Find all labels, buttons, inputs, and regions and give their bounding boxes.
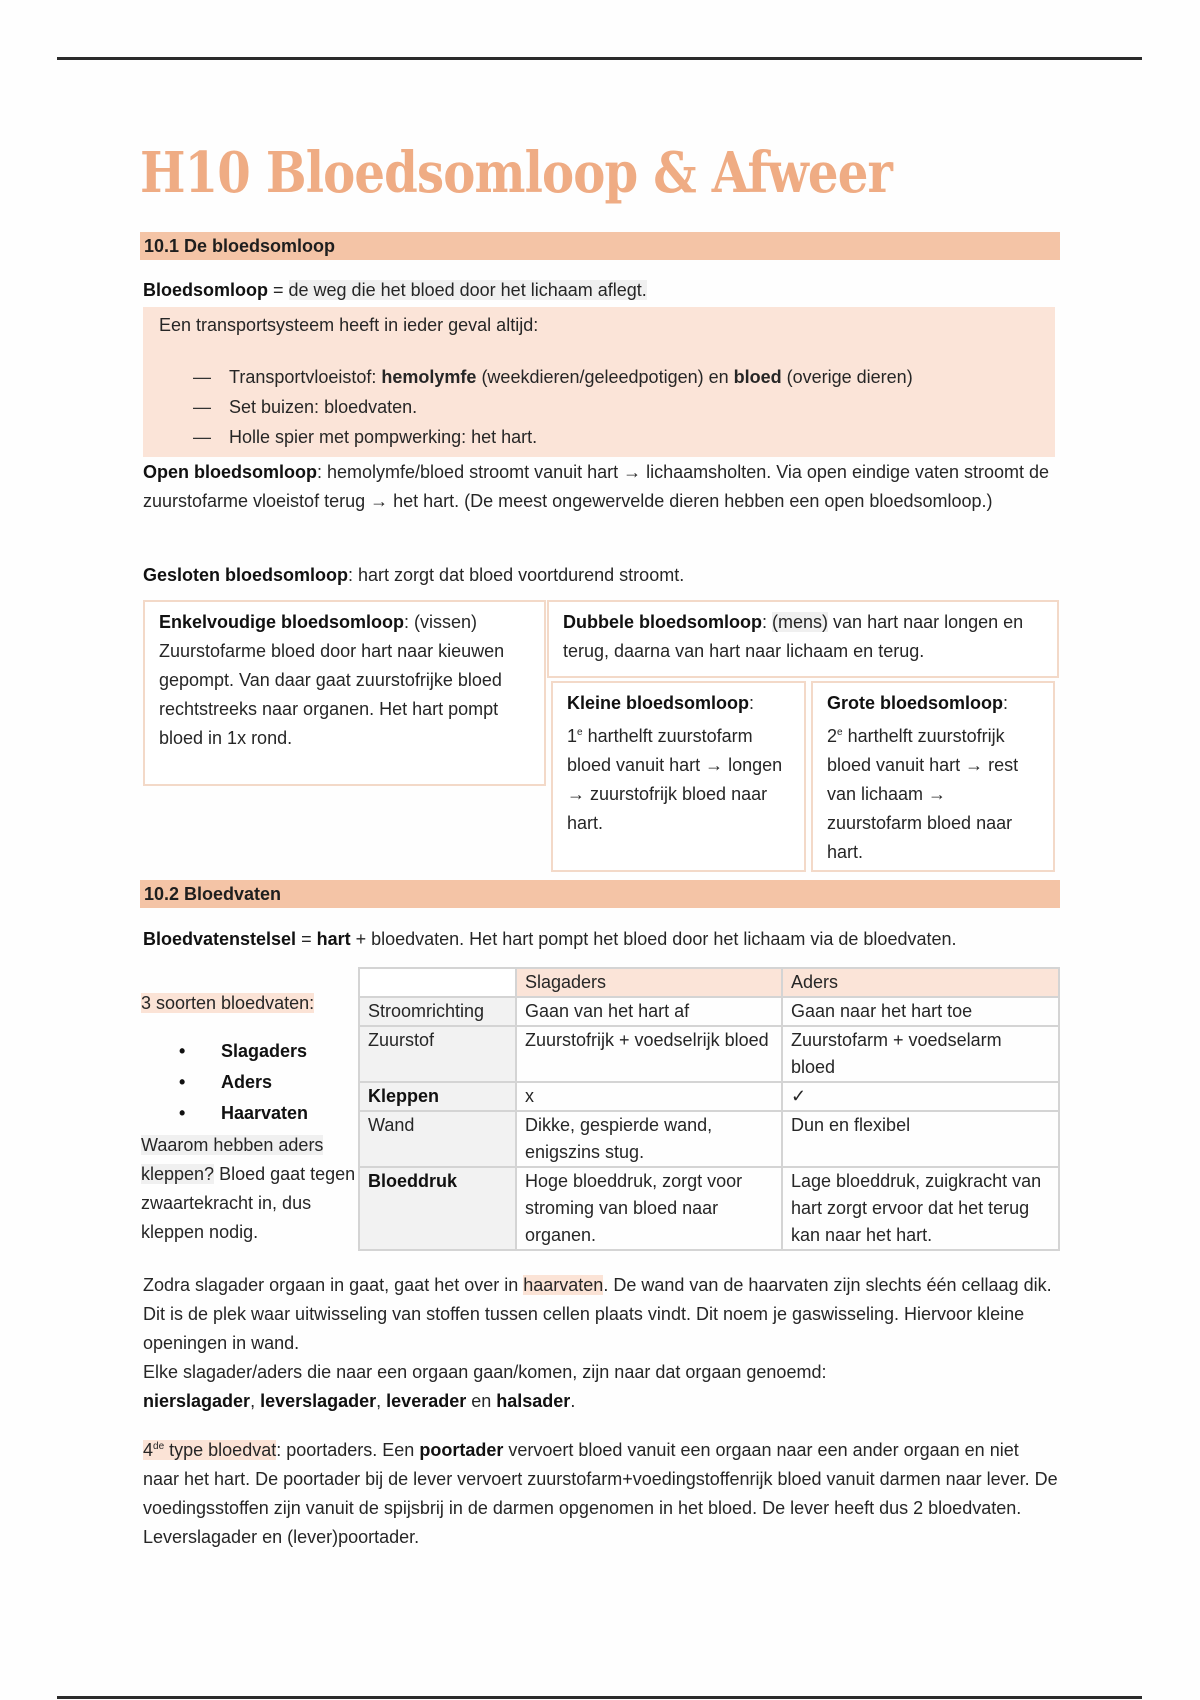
- note-item: — Holle spier met pompwerking: het hart.: [193, 427, 538, 447]
- transport-system-note: [143, 307, 1055, 457]
- bloedvatenstelsel-definition: Bloedvatenstelsel = hart + bloedvaten. Het hart pompt het bloed door het lichaam via de bloedvaten.: [143, 929, 957, 949]
- double-circulation-box: Dubbele bloedsomloop: (mens) van hart naar longen en terug, daarna van hart naar lichaam en terug.: [547, 600, 1059, 678]
- table-row: Zuurstof Zuurstofrijk + voedselrijk bloed Zuurstofarm + voedselarm bloed: [359, 1026, 1059, 1082]
- table-header-cell: Slagaders: [516, 968, 782, 997]
- note-item: — Transportvloeistof: hemolymfe (weekdieren/geleedpotigen) en bloed (overige dieren): [193, 367, 913, 387]
- table-header-row: [359, 968, 1059, 997]
- definition-text: de weg die het bloed door het lichaam aflegt.: [288, 280, 647, 300]
- table-row: Bloeddruk Hoge bloeddruk, zorgt voor stroming van bloed naar organen. Lage bloeddruk, zuigkracht van hart zorgt ervoor dat het terug kan naar het hart.: [359, 1167, 1059, 1250]
- vessel-types-label: 3 soorten bloedvaten:: [141, 993, 315, 1013]
- table-header-cell: Aders: [782, 968, 1059, 997]
- definition-term: Bloedsomloop: [143, 280, 268, 300]
- single-circulation-box: Enkelvoudige bloedsomloop: (vissen) Zuurstofarme bloed door hart naar kieuwen gepompt. Van daar gaat zuurstofrijke bloed rechtstreeks naar organen. Het hart pompt bloed in 1x rond.: [143, 600, 546, 786]
- small-circulation-box: Kleine bloedsomloop: 1e harthelft zuurstofarm bloed vanuit hart → longen → zuurstofrijk bloed naar hart.: [551, 681, 806, 872]
- capillaries-paragraph: Zodra slagader orgaan in gaat, gaat het over in haarvaten. De wand van de haarvaten zijn slechts één cellaag dik. Dit is de plek waar uitwisseling van stoffen tussen cellen plaats vindt. Dit noem je gaswisseling. Hiervoor kleine openingen in wand. Elke slagader/aders die naar een orgaan gaan/komen, zijn naar dat orgaan genoemd: nierslagader, leverslagader, leverader en halsader.: [143, 1275, 1052, 1411]
- section-heading-10-1: 10.1 De bloedsomloop: [140, 232, 1060, 260]
- vessel-comparison-table: [358, 967, 1060, 1251]
- vessel-type-item: • Haarvaten: [179, 1103, 309, 1123]
- open-circulation-paragraph: Open bloedsomloop: hemolymfe/bloed stroomt vanuit hart → lichaamsholten. Via open eindige vaten stroomt de zuurstofarme vloeistof terug → het hart. (De meest ongewervelde dieren hebben een open bloedsomloop.): [143, 462, 1050, 511]
- checkmark-icon: ✓: [782, 1082, 1059, 1111]
- page-title: H10 Bloedsomloop & Afweer: [140, 140, 893, 206]
- note-intro: Een transportsysteem heeft in ieder geval altijd:: [159, 315, 539, 335]
- table-header-cell: [359, 968, 516, 997]
- table-row: Wand Dikke, gespierde wand, enigszins stug. Dun en flexibel: [359, 1111, 1059, 1167]
- vessel-type-item: • Slagaders: [179, 1041, 308, 1061]
- vessel-types-list: [143, 1036, 308, 1129]
- section-heading-10-2: 10.2 Bloedvaten: [140, 880, 1060, 908]
- table-row: Stroomrichting Gaan van het hart af Gaan naar het hart toe: [359, 997, 1059, 1026]
- portal-vein-paragraph: 4de type bloedvat: poortaders. Een poortader vervoert bloed vanuit een orgaan naar een ander orgaan en niet naar het hart. De poortader bij de lever vervoert zuurstofarm+voedingstoffenrijk bloed vanuit darmen naar lever. De voedingsstoffen zijn vanuit de spijsbrij in de darmen opgenomen in het bloed. De lever heeft dus 2 bloedvaten. Leverslagader en (lever)poortader.: [143, 1440, 1058, 1547]
- note-list: [193, 362, 913, 452]
- large-circulation-box: Grote bloedsomloop: 2e harthelft zuurstofrijk bloed vanuit hart → rest van lichaam → zuurstofarm bloed naar hart.: [811, 681, 1055, 872]
- table-row: Kleppen x ✓: [359, 1082, 1059, 1111]
- vessel-type-item: • Aders: [179, 1072, 273, 1092]
- note-item: — Set buizen: bloedvaten.: [193, 397, 418, 417]
- footer-rule: [57, 1696, 1142, 1699]
- bloedsomloop-definition: Bloedsomloop = de weg die het bloed door het lichaam aflegt.: [143, 280, 647, 300]
- closed-circulation-paragraph: Gesloten bloedsomloop: hart zorgt dat bloed voortdurend stroomt.: [143, 565, 685, 585]
- valves-question: Waarom hebben aders kleppen? Bloed gaat tegen zwaartekracht in, dus kleppen nodig.: [141, 1135, 356, 1242]
- header-rule: [57, 57, 1142, 60]
